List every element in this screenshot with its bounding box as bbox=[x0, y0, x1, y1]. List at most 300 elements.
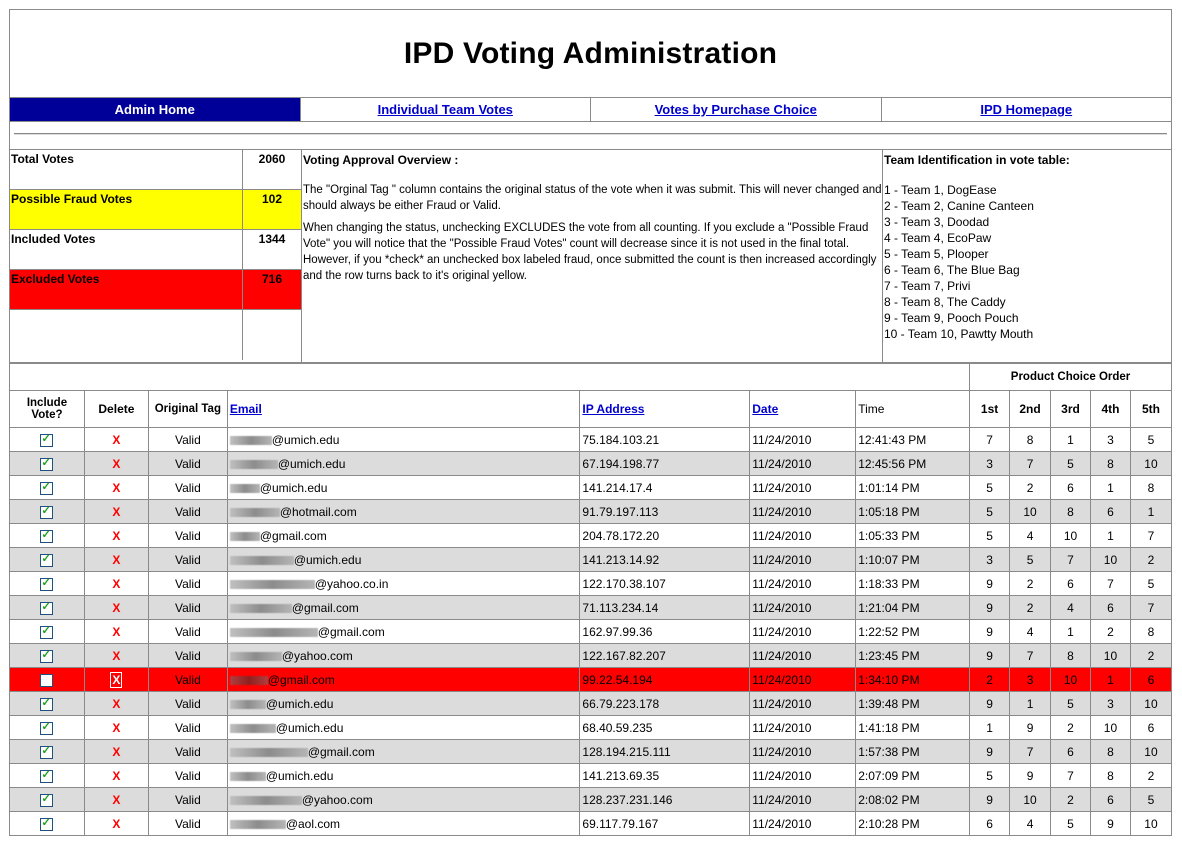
choice-order-1: 7 bbox=[970, 428, 1010, 452]
delete-x-icon[interactable]: X bbox=[112, 696, 121, 711]
team-list-item: 10 - Team 10, Pawtty Mouth bbox=[884, 327, 1034, 341]
ip-address: 128.194.215.111 bbox=[580, 740, 750, 764]
ip-address: 69.117.79.167 bbox=[580, 812, 750, 836]
delete-x-icon[interactable]: X bbox=[112, 744, 121, 759]
email-cell bbox=[227, 812, 580, 836]
col-date-header bbox=[750, 391, 856, 428]
delete-cell bbox=[84, 524, 148, 548]
sort-ip-link[interactable]: IP Address bbox=[582, 402, 645, 416]
choice-order-4: 7 bbox=[1090, 572, 1130, 596]
choice-order-4: 10 bbox=[1090, 548, 1130, 572]
ip-address: 75.184.103.21 bbox=[580, 428, 750, 452]
horizontal-rule bbox=[14, 133, 1167, 135]
delete-x-icon[interactable]: X bbox=[112, 720, 121, 735]
email-domain: @hotmail.com bbox=[279, 504, 357, 519]
original-tag: Valid bbox=[148, 452, 227, 476]
vote-time: 1:23:45 PM bbox=[856, 644, 970, 668]
choice-order-2: 5 bbox=[1010, 548, 1051, 572]
fraud-votes-value: 102 bbox=[243, 190, 301, 229]
vote-date: 11/24/2010 bbox=[750, 524, 856, 548]
team-list-item: 5 - Team 5, Plooper bbox=[884, 247, 989, 261]
overview-paragraph-2: When changing the status, unchecking EXCLUDES the vote from all counting. If you exclude a "Possible Fraud Vote" you will notice that the "Possible Fraud Votes" count will decrease since it is not used in the final total. However, if you *check* an unchecked box labeled fraud, once submitted the count is then increased accordingly and the row turns back to it's original yellow. bbox=[303, 222, 877, 282]
include-cell bbox=[10, 596, 85, 620]
choice-order-4: 3 bbox=[1090, 692, 1130, 716]
email-cell bbox=[227, 644, 580, 668]
included-votes-value: 1344 bbox=[258, 232, 286, 246]
col-4th: 4th bbox=[1090, 391, 1130, 428]
empty-value-cell bbox=[243, 310, 301, 360]
choice-order-4: 9 bbox=[1090, 812, 1130, 836]
email-cell bbox=[227, 668, 580, 692]
nav-votes-by-purchase-choice-cell bbox=[591, 98, 882, 121]
team-list-item: 2 - Team 2, Canine Canteen bbox=[884, 199, 1034, 213]
choice-order-4: 6 bbox=[1090, 596, 1130, 620]
include-cell bbox=[10, 428, 85, 452]
ip-address: 99.22.54.194 bbox=[580, 668, 750, 692]
include-cell bbox=[10, 500, 85, 524]
email-cell bbox=[227, 500, 580, 524]
original-tag: Valid bbox=[148, 788, 227, 812]
table-row bbox=[10, 524, 1172, 548]
email-domain: @yahoo.com bbox=[301, 792, 373, 807]
ip-address: 141.213.69.35 bbox=[580, 764, 750, 788]
delete-x-icon[interactable]: X bbox=[112, 600, 121, 615]
choice-order-5: 10 bbox=[1130, 812, 1171, 836]
choice-order-3: 2 bbox=[1051, 716, 1091, 740]
vote-date: 11/24/2010 bbox=[750, 692, 856, 716]
delete-x-icon[interactable]: X bbox=[112, 528, 121, 543]
choice-order-3: 8 bbox=[1051, 500, 1091, 524]
table-row bbox=[10, 812, 1172, 836]
vote-date: 11/24/2010 bbox=[750, 572, 856, 596]
original-tag: Valid bbox=[148, 524, 227, 548]
choice-order-3: 7 bbox=[1051, 548, 1091, 572]
team-identification-heading: Team Identification in vote table: bbox=[884, 153, 1070, 167]
email-cell bbox=[227, 452, 580, 476]
include-vote-checkbox[interactable] bbox=[40, 746, 53, 759]
ip-address: 204.78.172.20 bbox=[580, 524, 750, 548]
choice-order-1: 9 bbox=[970, 644, 1010, 668]
email-domain: @yahoo.co.in bbox=[314, 576, 389, 591]
choice-order-2: 2 bbox=[1010, 596, 1051, 620]
redacted-email-user bbox=[230, 460, 278, 469]
nav-individual-team-votes-cell bbox=[301, 98, 592, 121]
choice-order-5: 8 bbox=[1130, 476, 1171, 500]
vote-counts bbox=[10, 150, 301, 360]
overview-paragraph-1: The "Orginal Tag " column contains the original status of the vote when it was submit. This will never changed and should always be either Fraud or Valid. bbox=[303, 184, 882, 212]
delete-x-icon[interactable]: X bbox=[112, 624, 121, 639]
page-title: IPD Voting Administration bbox=[403, 36, 778, 70]
email-cell bbox=[227, 692, 580, 716]
delete-cell bbox=[84, 740, 148, 764]
original-tag: Valid bbox=[148, 476, 227, 500]
choice-order-4: 10 bbox=[1090, 716, 1130, 740]
choice-order-2: 7 bbox=[1010, 740, 1051, 764]
redacted-email-user bbox=[230, 796, 302, 805]
delete-cell bbox=[84, 596, 148, 620]
include-cell bbox=[10, 524, 85, 548]
choice-order-1: 9 bbox=[970, 620, 1010, 644]
include-cell bbox=[10, 668, 85, 692]
vote-time: 1:10:07 PM bbox=[856, 548, 970, 572]
include-vote-checkbox[interactable] bbox=[40, 578, 53, 591]
vote-date: 11/24/2010 bbox=[750, 644, 856, 668]
choice-order-2: 2 bbox=[1010, 476, 1051, 500]
choice-order-2: 10 bbox=[1010, 788, 1051, 812]
delete-cell bbox=[84, 788, 148, 812]
ip-address: 141.214.17.4 bbox=[580, 476, 750, 500]
choice-order-1: 9 bbox=[970, 740, 1010, 764]
include-vote-checkbox[interactable] bbox=[40, 698, 53, 711]
col-5th: 5th bbox=[1130, 391, 1171, 428]
choice-order-4: 3 bbox=[1090, 428, 1130, 452]
vote-date: 11/24/2010 bbox=[750, 500, 856, 524]
include-cell bbox=[10, 452, 85, 476]
include-vote-checkbox[interactable] bbox=[40, 722, 53, 735]
choice-order-3: 6 bbox=[1051, 476, 1091, 500]
choice-order-3: 5 bbox=[1051, 692, 1091, 716]
vote-time: 1:41:18 PM bbox=[856, 716, 970, 740]
original-tag: Valid bbox=[148, 716, 227, 740]
original-tag: Valid bbox=[148, 668, 227, 692]
choice-order-3: 1 bbox=[1051, 428, 1091, 452]
redacted-email-user bbox=[230, 700, 266, 709]
choice-order-2: 3 bbox=[1010, 668, 1051, 692]
page-header bbox=[9, 9, 1172, 98]
total-votes-value: 2060 bbox=[258, 152, 286, 166]
delete-x-icon[interactable]: X bbox=[112, 672, 121, 687]
table-row bbox=[10, 620, 1172, 644]
choice-order-3: 1 bbox=[1051, 620, 1091, 644]
original-tag: Valid bbox=[148, 500, 227, 524]
table-row bbox=[10, 716, 1172, 740]
include-cell bbox=[10, 764, 85, 788]
team-list-item: 8 - Team 8, The Caddy bbox=[884, 295, 1006, 309]
table-row bbox=[10, 548, 1172, 572]
table-row bbox=[10, 428, 1172, 452]
team-list-item: 4 - Team 4, EcoPaw bbox=[884, 231, 992, 245]
original-tag: Valid bbox=[148, 692, 227, 716]
email-cell bbox=[227, 524, 580, 548]
delete-x-icon[interactable]: X bbox=[112, 480, 121, 495]
choice-order-5: 6 bbox=[1130, 668, 1171, 692]
vote-time: 1:22:52 PM bbox=[856, 620, 970, 644]
vote-date: 11/24/2010 bbox=[750, 476, 856, 500]
table-row bbox=[10, 740, 1172, 764]
nav-bar bbox=[9, 97, 1172, 122]
delete-x-icon[interactable]: X bbox=[112, 504, 121, 519]
email-domain: @umich.edu bbox=[265, 696, 334, 711]
original-tag: Valid bbox=[148, 764, 227, 788]
choice-order-1: 1 bbox=[970, 716, 1010, 740]
col-3rd: 3rd bbox=[1051, 391, 1091, 428]
col-delete: Delete bbox=[84, 391, 148, 428]
choice-order-4: 1 bbox=[1090, 476, 1130, 500]
email-domain: @yahoo.com bbox=[281, 648, 353, 663]
redacted-email-user bbox=[230, 772, 266, 781]
delete-x-icon[interactable]: X bbox=[112, 648, 121, 663]
choice-order-2: 10 bbox=[1010, 500, 1051, 524]
choice-order-2: 7 bbox=[1010, 452, 1051, 476]
email-domain: @gmail.com bbox=[317, 624, 385, 639]
original-tag: Valid bbox=[148, 572, 227, 596]
delete-x-icon[interactable]: X bbox=[112, 768, 121, 783]
ip-address: 71.113.234.14 bbox=[580, 596, 750, 620]
choice-order-4: 8 bbox=[1090, 764, 1130, 788]
delete-cell bbox=[84, 764, 148, 788]
email-domain: @gmail.com bbox=[259, 528, 327, 543]
choice-order-1: 3 bbox=[970, 452, 1010, 476]
ip-address: 122.167.82.207 bbox=[580, 644, 750, 668]
choice-order-3: 6 bbox=[1051, 572, 1091, 596]
choice-order-3: 6 bbox=[1051, 740, 1091, 764]
choice-order-5: 5 bbox=[1130, 572, 1171, 596]
email-domain: @aol.com bbox=[285, 816, 341, 831]
product-choice-order-header: Product Choice Order bbox=[970, 364, 1172, 391]
delete-x-icon[interactable]: X bbox=[112, 552, 121, 567]
vote-time: 1:05:33 PM bbox=[856, 524, 970, 548]
vote-time: 1:21:04 PM bbox=[856, 596, 970, 620]
fraud-votes-label: Possible Fraud Votes bbox=[10, 190, 243, 229]
include-vote-checkbox[interactable] bbox=[40, 530, 53, 543]
choice-order-2: 8 bbox=[1010, 428, 1051, 452]
include-cell bbox=[10, 572, 85, 596]
ip-address: 128.237.231.146 bbox=[580, 788, 750, 812]
choice-order-4: 1 bbox=[1090, 668, 1130, 692]
choice-order-5: 1 bbox=[1130, 500, 1171, 524]
col-2nd: 2nd bbox=[1010, 391, 1051, 428]
divider-row bbox=[9, 122, 1172, 150]
redacted-email-user bbox=[230, 748, 308, 757]
choice-order-3: 10 bbox=[1051, 524, 1091, 548]
choice-order-4: 6 bbox=[1090, 500, 1130, 524]
include-vote-checkbox[interactable] bbox=[40, 650, 53, 663]
fraud-votes-row bbox=[10, 190, 301, 230]
empty-count-row bbox=[10, 310, 301, 360]
choice-order-1: 5 bbox=[970, 764, 1010, 788]
sort-email-link[interactable]: Email bbox=[229, 402, 262, 416]
include-vote-checkbox[interactable] bbox=[40, 602, 53, 615]
choice-order-5: 8 bbox=[1130, 620, 1171, 644]
included-votes-row bbox=[10, 230, 301, 270]
email-domain: @umich.edu bbox=[275, 720, 344, 735]
table-row bbox=[10, 692, 1172, 716]
original-tag: Valid bbox=[148, 428, 227, 452]
voting-approval-overview bbox=[301, 150, 883, 362]
vote-date: 11/24/2010 bbox=[750, 620, 856, 644]
original-tag: Valid bbox=[148, 644, 227, 668]
table-group-header-row bbox=[10, 364, 1172, 391]
vote-date: 11/24/2010 bbox=[750, 596, 856, 620]
include-cell bbox=[10, 476, 85, 500]
col-1st: 1st bbox=[970, 391, 1010, 428]
choice-order-5: 5 bbox=[1130, 788, 1171, 812]
vote-time: 2:08:02 PM bbox=[856, 788, 970, 812]
choice-order-5: 2 bbox=[1130, 764, 1171, 788]
team-list-item: 9 - Team 9, Pooch Pouch bbox=[884, 311, 1019, 325]
excluded-votes-value: 716 bbox=[243, 270, 301, 309]
table-row bbox=[10, 500, 1172, 524]
include-cell bbox=[10, 692, 85, 716]
table-header-row bbox=[10, 391, 1172, 428]
email-cell bbox=[227, 716, 580, 740]
excluded-votes-row bbox=[10, 270, 301, 310]
choice-order-5: 7 bbox=[1130, 524, 1171, 548]
choice-order-5: 10 bbox=[1130, 692, 1171, 716]
choice-order-3: 4 bbox=[1051, 596, 1091, 620]
vote-time: 1:34:10 PM bbox=[856, 668, 970, 692]
choice-order-5: 7 bbox=[1130, 596, 1171, 620]
vote-time: 2:10:28 PM bbox=[856, 812, 970, 836]
delete-cell bbox=[84, 548, 148, 572]
table-row bbox=[10, 668, 1172, 692]
choice-order-2: 2 bbox=[1010, 572, 1051, 596]
delete-cell bbox=[84, 644, 148, 668]
choice-order-4: 8 bbox=[1090, 740, 1130, 764]
email-domain: @umich.edu bbox=[259, 480, 328, 495]
redacted-email-user bbox=[230, 724, 276, 733]
choice-order-1: 9 bbox=[970, 572, 1010, 596]
vote-time: 1:57:38 PM bbox=[856, 740, 970, 764]
table-row bbox=[10, 596, 1172, 620]
original-tag: Valid bbox=[148, 620, 227, 644]
include-vote-checkbox[interactable] bbox=[40, 626, 53, 639]
email-domain: @gmail.com bbox=[291, 600, 359, 615]
include-cell bbox=[10, 812, 85, 836]
redacted-email-user bbox=[230, 436, 272, 445]
email-cell bbox=[227, 428, 580, 452]
email-domain: @umich.edu bbox=[277, 456, 346, 471]
choice-order-1: 9 bbox=[970, 788, 1010, 812]
redacted-email-user bbox=[230, 556, 294, 565]
email-cell bbox=[227, 740, 580, 764]
email-cell bbox=[227, 764, 580, 788]
team-list-item: 6 - Team 6, The Blue Bag bbox=[884, 263, 1020, 277]
include-vote-checkbox[interactable] bbox=[40, 482, 53, 495]
redacted-email-user bbox=[230, 532, 260, 541]
nav-ipd-homepage[interactable]: IPD Homepage bbox=[980, 102, 1073, 117]
email-domain: @gmail.com bbox=[267, 672, 335, 687]
table-row bbox=[10, 572, 1172, 596]
choice-order-3: 10 bbox=[1051, 668, 1091, 692]
choice-order-2: 9 bbox=[1010, 716, 1051, 740]
table-row bbox=[10, 764, 1172, 788]
email-cell bbox=[227, 596, 580, 620]
delete-cell bbox=[84, 452, 148, 476]
include-vote-checkbox[interactable] bbox=[40, 434, 53, 447]
delete-cell bbox=[84, 812, 148, 836]
email-cell bbox=[227, 788, 580, 812]
delete-x-icon[interactable]: X bbox=[112, 792, 121, 807]
col-ip-header bbox=[580, 391, 750, 428]
original-tag: Valid bbox=[148, 548, 227, 572]
include-vote-checkbox[interactable] bbox=[40, 674, 53, 687]
choice-order-3: 5 bbox=[1051, 452, 1091, 476]
choice-order-3: 2 bbox=[1051, 788, 1091, 812]
votes-table bbox=[9, 363, 1172, 836]
table-row bbox=[10, 476, 1172, 500]
table-row bbox=[10, 452, 1172, 476]
vote-time: 1:39:48 PM bbox=[856, 692, 970, 716]
delete-cell bbox=[84, 572, 148, 596]
original-tag: Valid bbox=[148, 596, 227, 620]
included-votes-label: Included Votes bbox=[10, 230, 243, 269]
delete-x-icon[interactable]: X bbox=[112, 456, 121, 471]
choice-order-4: 6 bbox=[1090, 788, 1130, 812]
include-vote-checkbox[interactable] bbox=[40, 794, 53, 807]
email-domain: @umich.edu bbox=[293, 552, 362, 567]
vote-time: 1:18:33 PM bbox=[856, 572, 970, 596]
nav-admin-home[interactable]: Admin Home bbox=[10, 98, 301, 121]
delete-cell bbox=[84, 668, 148, 692]
redacted-email-user bbox=[230, 676, 268, 685]
delete-x-icon[interactable]: X bbox=[112, 432, 121, 447]
include-vote-checkbox[interactable] bbox=[40, 554, 53, 567]
ip-address: 141.213.14.92 bbox=[580, 548, 750, 572]
team-list-item: 1 - Team 1, DogEase bbox=[884, 183, 997, 197]
choice-order-1: 2 bbox=[970, 668, 1010, 692]
team-identification bbox=[883, 150, 1171, 342]
choice-order-1: 9 bbox=[970, 692, 1010, 716]
delete-cell bbox=[84, 476, 148, 500]
vote-time: 12:45:56 PM bbox=[856, 452, 970, 476]
redacted-email-user bbox=[230, 508, 280, 517]
choice-order-4: 8 bbox=[1090, 452, 1130, 476]
redacted-email-user bbox=[230, 484, 260, 493]
empty-label-cell bbox=[10, 310, 243, 360]
vote-date: 11/24/2010 bbox=[750, 428, 856, 452]
vote-time: 2:07:09 PM bbox=[856, 764, 970, 788]
email-domain: @umich.edu bbox=[271, 432, 340, 447]
include-vote-checkbox[interactable] bbox=[40, 770, 53, 783]
col-include-vote: Include Vote? bbox=[10, 391, 85, 428]
sort-date-link[interactable]: Date bbox=[752, 402, 779, 416]
vote-date: 11/24/2010 bbox=[750, 764, 856, 788]
total-votes-row bbox=[10, 150, 301, 190]
include-vote-checkbox[interactable] bbox=[40, 506, 53, 519]
col-time: Time bbox=[856, 391, 970, 428]
vote-date: 11/24/2010 bbox=[750, 548, 856, 572]
include-vote-checkbox[interactable] bbox=[40, 818, 53, 831]
team-list bbox=[884, 182, 1171, 342]
include-cell bbox=[10, 716, 85, 740]
email-cell bbox=[227, 572, 580, 596]
delete-cell bbox=[84, 428, 148, 452]
ip-address: 68.40.59.235 bbox=[580, 716, 750, 740]
choice-order-1: 5 bbox=[970, 524, 1010, 548]
table-row bbox=[10, 788, 1172, 812]
email-cell bbox=[227, 548, 580, 572]
choice-order-1: 5 bbox=[970, 500, 1010, 524]
include-vote-checkbox[interactable] bbox=[40, 458, 53, 471]
delete-x-icon[interactable]: X bbox=[112, 816, 121, 831]
email-domain: @gmail.com bbox=[307, 744, 375, 759]
choice-order-4: 2 bbox=[1090, 620, 1130, 644]
overview-heading: Voting Approval Overview : bbox=[303, 153, 459, 167]
nav-votes-by-purchase-choice[interactable]: Votes by Purchase Choice bbox=[654, 102, 817, 117]
include-cell bbox=[10, 620, 85, 644]
nav-individual-team-votes[interactable]: Individual Team Votes bbox=[377, 102, 513, 117]
choice-order-1: 3 bbox=[970, 548, 1010, 572]
email-domain: @umich.edu bbox=[265, 768, 334, 783]
ip-address: 67.194.198.77 bbox=[580, 452, 750, 476]
delete-cell bbox=[84, 716, 148, 740]
redacted-email-user bbox=[230, 628, 318, 637]
delete-cell bbox=[84, 500, 148, 524]
delete-x-icon[interactable]: X bbox=[112, 576, 121, 591]
choice-order-3: 7 bbox=[1051, 764, 1091, 788]
vote-date: 11/24/2010 bbox=[750, 740, 856, 764]
